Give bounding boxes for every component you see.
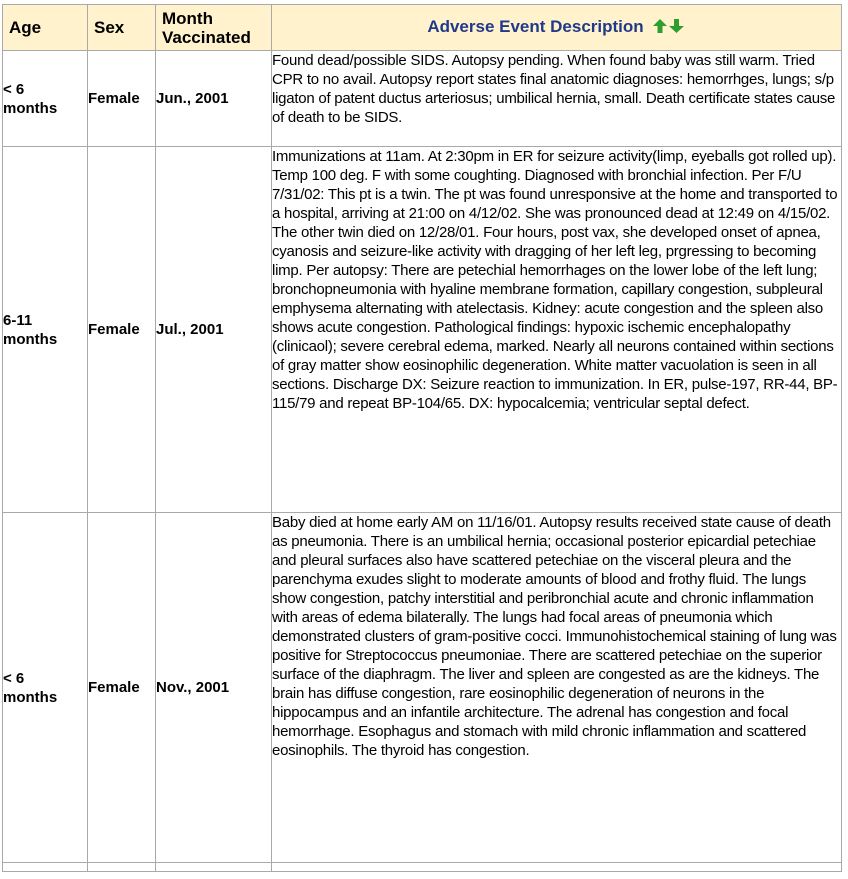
age-value-line2: months bbox=[3, 330, 58, 348]
table-row bbox=[3, 513, 842, 863]
column-header-description[interactable] bbox=[272, 5, 842, 51]
age-value-line1: 6-11 bbox=[3, 311, 33, 329]
cell-sex: Female bbox=[88, 51, 156, 147]
cell-empty bbox=[156, 863, 272, 872]
cell-age bbox=[3, 513, 88, 863]
age-value-line2: months bbox=[3, 99, 58, 117]
column-header-age[interactable] bbox=[3, 5, 88, 51]
age-value-line1: < 6 bbox=[3, 80, 25, 98]
adverse-events-table bbox=[2, 4, 842, 872]
cell-age bbox=[3, 51, 88, 147]
column-header-age-label: Age bbox=[9, 18, 42, 37]
column-header-month-line2: Vaccinated bbox=[162, 27, 251, 47]
table-row-partial bbox=[3, 863, 842, 872]
column-header-description-label: Adverse Event Description bbox=[427, 17, 644, 37]
table-row bbox=[3, 147, 842, 513]
cell-description: Found dead/possible SIDS. Autopsy pending. When found baby was still warm. Tried CPR to no avail. Autopsy report states final anatomic diagnoses: hemorrhges, lungs; s/p ligaton of patent ductus arteriosus; umbilical hernia, small. Death certificate states cause of death to be SIDS. bbox=[272, 51, 842, 147]
arrow-up-icon[interactable] bbox=[653, 19, 667, 33]
age-value-line1: < 6 bbox=[3, 669, 25, 687]
cell-empty bbox=[88, 863, 156, 872]
header-row bbox=[3, 5, 842, 51]
arrow-down-icon[interactable] bbox=[669, 19, 684, 33]
cell-sex: Female bbox=[88, 513, 156, 863]
cell-month-vaccinated: Jul., 2001 bbox=[156, 147, 272, 513]
column-header-sex[interactable] bbox=[88, 5, 156, 51]
sort-arrows[interactable] bbox=[652, 18, 686, 38]
cell-month-vaccinated: Nov., 2001 bbox=[156, 513, 272, 863]
age-value-line2: months bbox=[3, 688, 58, 706]
cell-description: Immunizations at 11am. At 2:30pm in ER for seizure activity(limp, eyeballs got rolled up). Temp 100 deg. F with some coughting. Diagnosed with bronchial infection. Per F/U 7/31/02: This pt is a twin. The pt was found unresponsive at the home and transported to a hospital, arriving at 21:00 on 4/12/02. She was pronounced dead at 12:49 on 4/15/02. The other twin died on 12/28/01. Four hours, post vax, she developed onset of apnea, cyanosis and seizure-like activity with dragging of her left leg, prgressing to becoming limp. Per autopsy: There are petechial hemorrhages on the lower lobe of the left lung; bronchopneumonia with hyaline membrane formation, capillary congestion, subpleural emphysema alternating with atelectasis. Kidney: acute congestion and the spleen also shows acute congestion. Pathological findings: hypoxic ischemic encephalopathy (clinicaol); severe cerebral edema, marked. Nearly all neurons contained within sections of gray matter show eosinophilic degeneration. White matter vacuolation is seen in all sections. Discharge DX: Seizure reaction to immunization. In ER, pulse-197, RR-44, BP-115/79 and repeat BP-104/65. DX: hypocalcemia; ventricular septal defect. bbox=[272, 147, 842, 513]
cell-empty bbox=[3, 863, 88, 872]
cell-empty bbox=[272, 863, 842, 872]
table-row bbox=[3, 51, 842, 147]
cell-age bbox=[3, 147, 88, 513]
table-body bbox=[3, 51, 842, 872]
cell-description: Baby died at home early AM on 11/16/01. Autopsy results received state cause of death as pneumonia. There is an umbilical hernia; occasional posterior epicardial petechiae and pleural surfaces also have scattered petechiae on the visceral pleura and the parenchyma exudes slight to moderate amounts of blood and frothy fluid. The lungs show congestion, patchy interstitial and peribronchial acute and chronic inflammation with areas of edema bilaterally. The lungs had focal areas of pneumonia which demonstrated clusters of gram-positive cocci. Immunohistochemical staining of lung was positive for Streptococcus pneumoniae. There are scattered petechiae on the superior surface of the diaphragm. The liver and spleen are congested as are the kidneys. The brain has diffuse congestion, rare eosinophilic degeneration of neurons in the hippocampus and an infantile architecture. The adrenal has congestion and focal hemorrhage. Esophagus and stomach with mild chronic inflammation and scattered eosinophils. The thyroid has congestion. bbox=[272, 513, 842, 863]
table-header bbox=[3, 5, 842, 51]
cell-sex: Female bbox=[88, 147, 156, 513]
column-header-month-vaccinated[interactable] bbox=[156, 5, 272, 51]
cell-month-vaccinated: Jun., 2001 bbox=[156, 51, 272, 147]
column-header-month-line1: Month bbox=[162, 8, 213, 28]
column-header-sex-label: Sex bbox=[94, 18, 125, 37]
